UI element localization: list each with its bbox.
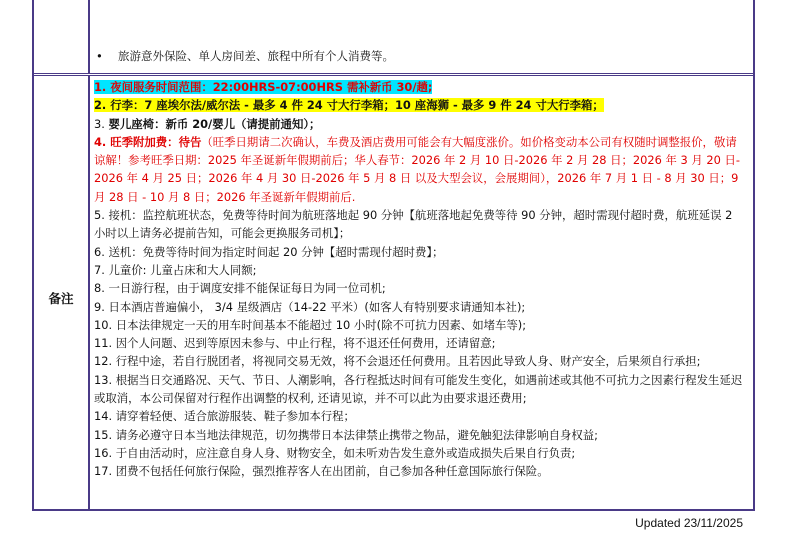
note-no-refund-personal: 11. 因个人问题、迟到等原因未参与、中止行程，将不退还任何费用，还请留意; bbox=[94, 336, 496, 351]
note-peak-details: （旺季日期请二次确认，车费及酒店费用可能会有大幅度涨价。如价格变动本公司有权随时调整报价，敬请谅解！参考旺季日期：2025 年圣诞新年假期前后；华人春节：2026 年 2 月 10 日-2026 年 2 月 28 日；2026 年 3 月 20 日-2026 年 4 月 25 日；2026 年 4 月 30 日-2026 年 5 月 8 日 以及大型会议，会展期间），2026 年 7 月 1 日 - 8 月 30 日；9 月 28 日 - 10 月 8 日；2026 年圣诞新年假期前后. bbox=[94, 134, 741, 204]
note-free-time-safety: 16. 于自由活动时，应注意自身人身、财物安全，如未听劝告发生意外或造成损失后果自行负责; bbox=[94, 445, 576, 460]
note-peak-number: 4. bbox=[94, 134, 111, 149]
note-day-tour-driver: 8. 一日游行程，由于调度安排不能保证每日为同一位司机; bbox=[94, 281, 386, 296]
note-vehicle-hours: 10. 日本法律规定一天的用车时间基本不能超过 10 小时(除不可抗力因素、如堵车等); bbox=[94, 317, 527, 332]
note-luggage-text: 2. 行李：7 座埃尔法/威尔法 - 最多 4 件 24 寸大行李箱；10 座海狮 - 最多 9 件 24 寸大行李箱； bbox=[94, 98, 604, 113]
exclusions-content-cell bbox=[90, 0, 753, 73]
updated-date: Updated 23/11/2025 bbox=[635, 516, 743, 530]
exclusions-row bbox=[34, 0, 753, 76]
note-dropoff: 6. 送机：免费等待时间为指定时间起 20 分钟【超时需现付超时费】； bbox=[94, 244, 444, 259]
exclusions-label-cell bbox=[34, 0, 90, 73]
notes-label-cell bbox=[34, 76, 90, 509]
note-luggage bbox=[94, 96, 743, 114]
note-schedule-changes: 13. 根据当日交通路况、天气、节日、人潮影响，各行程抵达时间有可能发生变化，如遇前述或其他不可抗力之因素行程发生延迟或取消，本公司保留对行程作出调整的权利, 还请见谅，并不可以此为由要求退还费用; bbox=[94, 372, 743, 406]
itinerary-table bbox=[32, 0, 755, 511]
notes-row bbox=[34, 76, 753, 509]
note-child-price: 7. 儿童价: 儿童占床和大人同额; bbox=[94, 262, 257, 277]
note-night-service bbox=[94, 78, 743, 96]
notes-label: 备注 bbox=[48, 290, 74, 306]
note-dress-code: 14. 请穿着轻便、适合旅游服装、鞋子参加本行程； bbox=[94, 409, 355, 424]
note-pickup: 5. 接机：监控航班状态，免费等待时间为航班落地起 90 分钟【航班落地起免费等待 90 分钟，超时需现付超时费，航班延误 2 小时以上请务必提前告知，可能会更换服务司机】； bbox=[94, 208, 733, 241]
note-hotel-size: 9. 日本酒店普遍偏小， 3/4 星级酒店（14-22 平米）(如客人有特别要求请通知本社); bbox=[94, 299, 526, 314]
note-peak-title: 旺季附加费：待告 bbox=[110, 134, 202, 149]
note-baby-seat bbox=[94, 115, 743, 133]
note-night-service-text: 1. 夜间服务时间范围：22:00HRS-07:00HRS 需补新币 30/趟; bbox=[94, 80, 433, 94]
note-peak-surcharge bbox=[94, 133, 743, 206]
exclusion-item bbox=[96, 48, 394, 64]
exclusion-text: 旅游意外保险、单人房间差、旅程中所有个人消费等。 bbox=[118, 49, 394, 63]
note-baby-seat-text: 婴儿座椅：新币 20/婴儿（请提前通知）； bbox=[108, 116, 321, 131]
note-leaving-tour: 12. 行程中途，若自行脱团者，将视同交易无效，将不会退还任何费用。且若因此导致人身、财产安全，后果须自行承担; bbox=[94, 354, 701, 369]
notes-list bbox=[94, 78, 743, 481]
note-baby-seat-number: 3. bbox=[94, 116, 109, 131]
note-local-laws: 15. 请务必遵守日本当地法律规范，切勿携带日本法律禁止携带之物品，避免触犯法律影响自身权益; bbox=[94, 427, 598, 442]
bullet-icon: • bbox=[96, 49, 103, 63]
note-insurance: 17. 团费不包括任何旅行保险，强烈推荐客人在出团前，自己参加各种任意国际旅行保险。 bbox=[94, 464, 549, 479]
